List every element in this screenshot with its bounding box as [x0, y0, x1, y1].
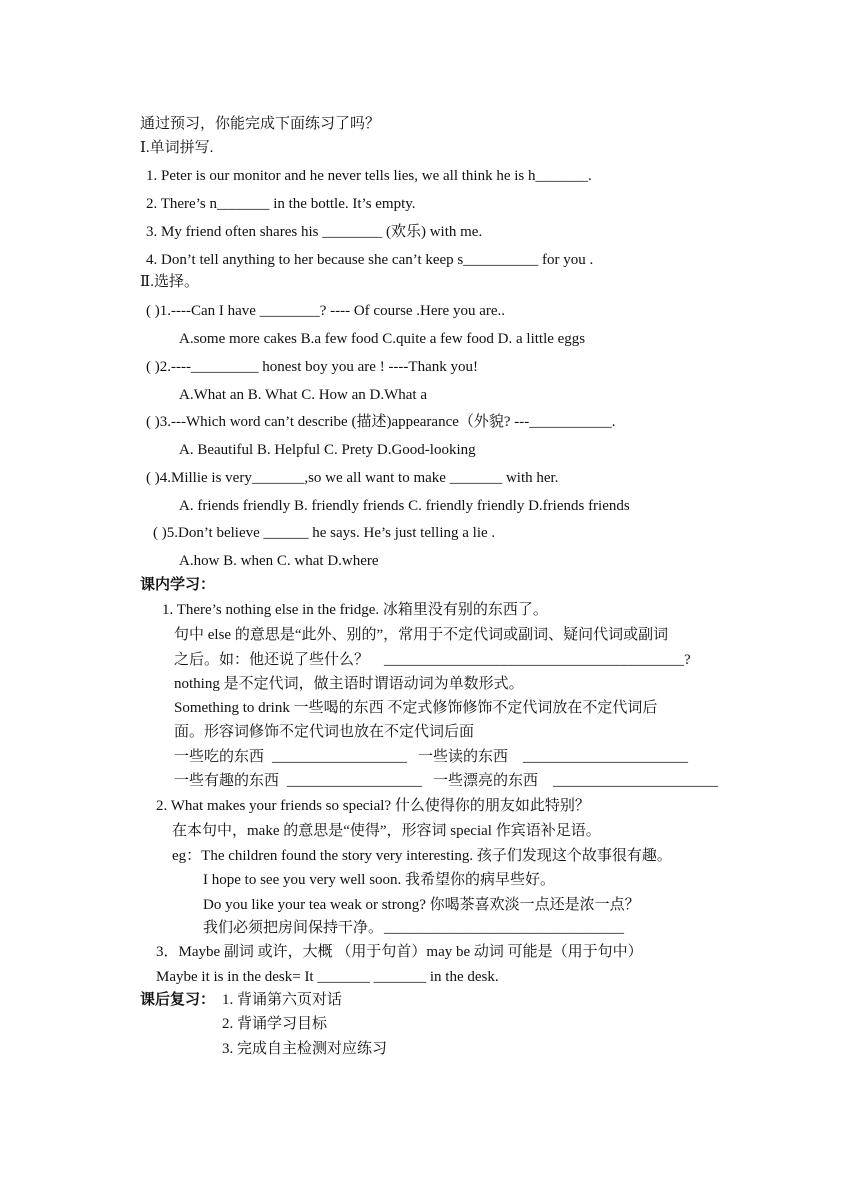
choice-question-3: ( )3.---Which word can’t describe (描述)appearance（外貌? ---___________. [146, 414, 616, 430]
choice-question-2: ( )2.----_________ honest boy you are ! ----Thank you! [146, 359, 478, 375]
point2-example2: I hope to see you very well soon. 我希望你的病早些好。 [203, 872, 556, 888]
choice-options-2: A.What an B. What C. How an D.What a [179, 387, 427, 403]
point1-line6-blank2: ______________________ [523, 749, 688, 765]
section1-title: Ⅰ.单词拼写. [140, 140, 214, 156]
point1-line7-blank2: ______________________ [553, 773, 718, 789]
choice-options-4: A. friends friendly B. friendly friends C. friendly friendly D.friends friends [179, 498, 630, 514]
choice-options-1: A.some more cakes B.a few food C.quite a few food D. a little eggs [179, 331, 586, 347]
point1-line2-blank: ________________________________________? [384, 652, 691, 668]
review-item-1: 1. 背诵第六页对话 [222, 992, 343, 1008]
review-item-3: 3. 完成自主检测对应练习 [222, 1041, 388, 1057]
point1-line7-blank1: __________________ [287, 773, 422, 789]
section2-title: Ⅱ.选择。 [140, 274, 199, 290]
review-item-2: 2. 背诵学习目标 [222, 1016, 328, 1032]
point1-line2: 之后。如：他还说了些什么？ [174, 652, 370, 668]
section3-title: 课内学习： [140, 577, 216, 593]
point3-heading: 3．Maybe 副词 或许，大概 （用于句首）may be 动词 可能是（用于句中） [156, 944, 643, 960]
point2-heading: 2. What makes your friends so special? 什么使得你的朋友如此特别？ [156, 798, 590, 814]
choice-question-5: ( )5.Don’t believe ______ he says. He’s just telling a lie . [153, 525, 496, 541]
point1-heading: 1. There’s nothing else in the fridge. 冰箱里没有别的东西了。 [162, 602, 548, 618]
point1-line6-label1: 一些吃的东西 [174, 749, 265, 765]
spelling-item-2: 2. There’s n_______ in the bottle. It’s empty. [146, 196, 416, 212]
choice-options-3: A. Beautiful B. Helpful C. Prety D.Good-looking [179, 442, 476, 458]
point1-line4: Something to drink 一些喝的东西 不定式修饰修饰不定代词放在不定代词后 [174, 700, 658, 716]
point1-line5: 面。形容词修饰不定代词也放在不定代词后面 [174, 724, 475, 740]
point1-line6-label2: 一些读的东西 [418, 749, 509, 765]
spelling-item-4: 4. Don’t tell anything to her because she can’t keep s__________ for you . [146, 252, 594, 268]
point2-example3: Do you like your tea weak or strong? 你喝茶喜欢淡一点还是浓一点？ [203, 897, 640, 913]
point1-line7-label2: 一些漂亮的东西 [433, 773, 539, 789]
point2-line1: 在本句中，make 的意思是“使得”，形容词 special 作宾语补足语。 [172, 823, 601, 839]
point2-example4-blank: ________________________________ [384, 920, 624, 936]
choice-options-5: A.how B. when C. what D.where [179, 553, 379, 569]
section4-title: 课后复习： [140, 992, 216, 1008]
point2-example4: 我们必须把房间保持干净。 [203, 920, 384, 936]
point1-line3: nothing 是不定代词，做主语时谓语动词为单数形式。 [174, 676, 524, 692]
spelling-item-3: 3. My friend often shares his ________ (欢乐) with me. [146, 224, 483, 240]
point1-line7-label1: 一些有趣的东西 [174, 773, 280, 789]
spelling-item-1: 1. Peter is our monitor and he never tells lies, we all think he is h_______. [146, 168, 592, 184]
point1-line1: 句中 else 的意思是“此外、别的”，常用于不定代词或副词、疑问代词或副词 [174, 627, 669, 643]
point3-line1: Maybe it is in the desk= It _______ _______ in the desk. [156, 969, 499, 985]
intro-text: 通过预习，你能完成下面练习了吗？ [140, 116, 381, 132]
choice-question-4: ( )4.Millie is very_______,so we all want to make _______ with her. [146, 470, 559, 486]
point2-example1: eg：The children found the story very interesting. 孩子们发现这个故事很有趣。 [172, 848, 672, 864]
choice-question-1: ( )1.----Can I have ________? ---- Of course .Here you are.. [146, 303, 506, 319]
point1-line6-blank1: __________________ [272, 749, 407, 765]
